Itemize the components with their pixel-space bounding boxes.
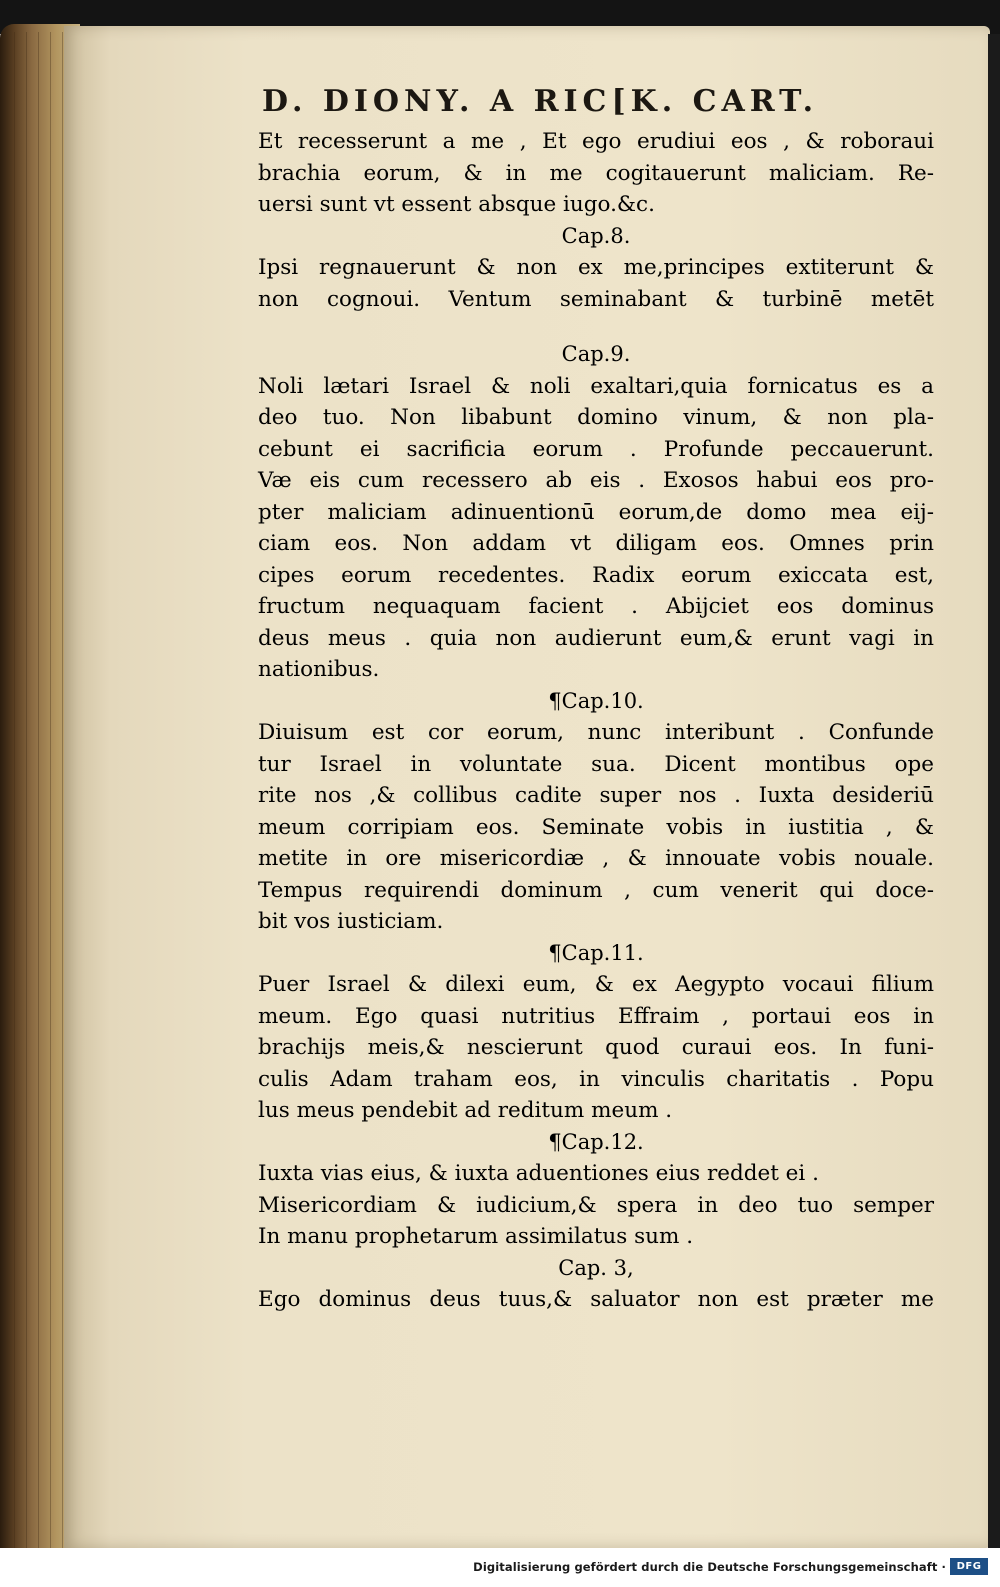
text-line: bit vos iusticiam.	[258, 909, 444, 934]
text-line: non cognoui. Ventum seminabant & turbinē metēt	[258, 286, 934, 312]
text-line: brachijs meis,& nescierunt quod curaui eos. In funi-	[258, 1035, 934, 1060]
text-line: Puer Israel & dilexi eum, & ex Aegypto vocaui filium	[258, 972, 934, 997]
text-line: uersi sunt vt essent absque iugo.&c.	[258, 192, 655, 217]
text-line: nationibus.	[258, 657, 380, 682]
blank-line	[258, 315, 934, 339]
text-line: cebunt ei sacrificia eorum . Profunde peccauerunt.	[258, 436, 934, 462]
text-line: Noli lætari Israel & noli exaltari,quia fornicatus es a	[258, 373, 934, 399]
text-line: deus meus . quia non audierunt eum,& erunt vagi in	[258, 625, 934, 651]
text-line: tur Israel in voluntate sua. Dicent montibus ope	[258, 751, 934, 777]
scan-right-border	[988, 34, 1000, 1548]
text-line: In manu prophetarum assimilatus sum .	[258, 1224, 694, 1249]
text-line: cipes eorum recedentes. Radix eorum exiccata est,	[258, 562, 934, 588]
chapter-heading: Cap.8.	[561, 223, 631, 248]
text-line: meum. Ego quasi nutritius Effraim , portaui eos in	[258, 1003, 934, 1029]
text-line: Tempus requirendi dominum , cum venerit qui doce-	[258, 877, 934, 903]
chapter-heading: ¶Cap.12.	[548, 1129, 644, 1154]
running-header: D. DIONY. A RIC[K. CART.	[262, 84, 819, 119]
text-line: lus meus pendebit ad reditum meum .	[258, 1098, 673, 1123]
chapter-heading: Cap. 3,	[558, 1255, 634, 1280]
chapter-heading: ¶Cap.11.	[548, 940, 644, 965]
text-line: ciam eos. Non addam vt diligam eos. Omnes prin	[258, 531, 934, 556]
text-line: fructum nequaquam facient . Abijciet eos dominus	[258, 594, 934, 619]
chapter-heading: Cap.9.	[561, 342, 631, 366]
page-text-lines	[258, 126, 934, 1316]
text-line: Væ eis cum recessero ab eis . Exosos habui eos pro-	[258, 468, 934, 493]
dfg-logo: DFG	[950, 1558, 988, 1575]
text-line: Ipsi regnauerunt & non ex me,principes extiterunt &	[258, 255, 934, 280]
chapter-heading: ¶Cap.10.	[548, 688, 644, 713]
text-line: brachia eorum, & in me cogitauerunt maliciam. Re-	[258, 160, 934, 186]
text-line: Ego dominus deus tuus,& saluator non est præter me	[258, 1287, 934, 1312]
text-line: meum corripiam eos. Seminate vobis in iustitia , &	[258, 814, 934, 840]
text-line: pter maliciam adinuentionū eorum,de domo mea eij-	[258, 499, 934, 525]
text-line: culis Adam traham eos, in vinculis charitatis . Popu	[258, 1066, 934, 1092]
text-line: rite nos ,& collibus cadite super nos . Iuxta desideriū	[258, 783, 934, 808]
text-line: metite in ore misericordiæ , & innouate vobis nouale.	[258, 846, 934, 871]
digitization-credit: Digitalisierung gefördert durch die Deutsche Forschungsgemeinschaft ·	[473, 1560, 946, 1574]
text-line: Iuxta vias eius, & iuxta aduentiones eius reddet ei .	[258, 1161, 819, 1186]
text-line: Diuisum est cor eorum, nunc interibunt . Confunde	[258, 720, 934, 745]
text-line: Misericordiam & iudicium,& spera in deo tuo semper	[258, 1192, 934, 1218]
text-line: deo tuo. Non libabunt domino vinum, & non pla-	[258, 405, 934, 430]
text-line: Et recesserunt a me , Et ego erudiui eos , & roboraui	[258, 129, 934, 154]
